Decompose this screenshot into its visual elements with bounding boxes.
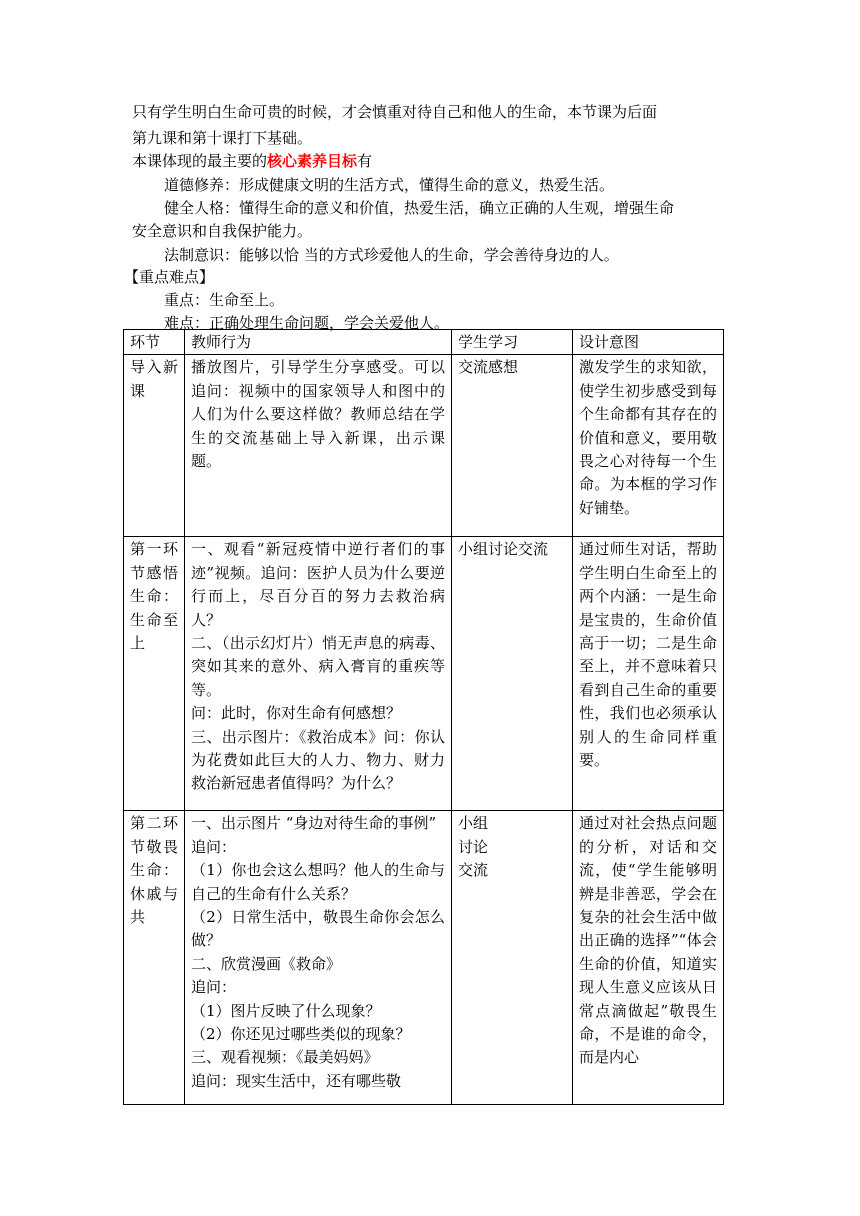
stage-cell: 导入新课 (124, 355, 185, 537)
core-goal-line (132, 150, 732, 172)
intent-cell: 通过师生对话，帮助学生明白生命至上的两个内涵：一是生命是宝贵的，生命价值高于一切；二是生命至上，并不意味着只看到自己生命的重要性，我们也必须承认别人的生命同样重要。 (573, 537, 724, 811)
intent-cell: 激发学生的求知欲，使学生初步感受到每个生命都有其存在的价值和意义，要用敬畏之心对待每一个生命。为本框的学习作好铺垫。 (573, 355, 724, 537)
core-goal-suffix: 有 (357, 152, 373, 170)
core-goal-prefix: 本课体现的最主要的 (132, 152, 268, 170)
lesson-plan-table (123, 329, 724, 1105)
table-row (124, 537, 724, 811)
law-goal: 法制意识：能够以恰 当的方式珍爱他人的生命，学会善待身边的人。 (164, 246, 619, 264)
header-intent: 设计意图 (573, 330, 724, 355)
student-cell: 交流感想 (452, 355, 573, 537)
student-cell: 小组 讨论 交流 (452, 811, 573, 1105)
intent-cell: 通过对社会热点问题的分析，对话和交流，使“学生能够明辨是非善恶，学会在复杂的社会生活中做出正确的选择”“体会生命的价值，知道实现人生意义应该从日常点滴做起”敬畏生命，不是谁的命令，而是内心 (573, 811, 724, 1105)
teacher-cell: 播放图片，引导学生分享感受。可以追问：视频中的国家领导人和图中的人们为什么要这样做？教师总结在学生的交流基础上导入新课，出示课题。 (185, 355, 452, 537)
student-cell: 小组讨论交流 (452, 537, 573, 811)
stage-cell: 第二环节敬畏生命：休戚与共 (124, 811, 185, 1105)
stage-cell: 第一环节感悟生命：生命至上 (124, 537, 185, 811)
moral-goal: 道德修养：形成健康文明的生活方式，懂得生命的意义，热爱生活。 (164, 176, 615, 194)
key-points-heading: 【重点难点】 (124, 268, 215, 286)
teacher-cell: 一、出示图片 “身边对待生命的事例” 追问： （1）你也会这么想吗？他人的生命与自己的生命有什么关系？ （2）日常生活中，敬畏生命你会怎么做？ 二、欣赏漫画《救命》 追问： （1）图片反映了什么现象？ （2）你还见过哪些类似的现象？ 三、观看视频：《最美妈妈》 追问：现实生活中，还有哪些敬 (185, 811, 452, 1105)
table-header-row (124, 330, 724, 355)
table-row (124, 355, 724, 537)
core-goal-highlight: 核心素养目标 (267, 152, 358, 170)
table-row (124, 811, 724, 1105)
header-stage: 环节 (124, 330, 185, 355)
difficult-point: 难点：正确处理生命问题，学会关爱他人。 (164, 314, 450, 332)
intro-line-1: 只有学生明白生命可贵的时候，才会慎重对待自己和他人的生命，本节课为后面 (132, 103, 658, 121)
header-teacher: 教师行为 (185, 330, 452, 355)
key-point: 重点：生命至上。 (164, 291, 285, 309)
personality-goal-line-1: 健全人格：懂得生命的意义和价值，热爱生活，确立正确的人生观，增强生命 (164, 199, 675, 217)
header-student: 学生学习 (452, 330, 573, 355)
teacher-cell: 一、观看“新冠疫情中逆行者们的事迹”视频。追问：医护人员为什么要逆行而上，尽百分百的努力去救治病人？ 二、（出示幻灯片）悄无声息的病毒、突如其来的意外、病入膏肓的重疾等等。 问：此时，你对生命有何感想？ 三、出示图片：《救治成本》问：你认为花费如此巨大的人力、物力、财力救治新冠患者值得吗？为什么？ (185, 537, 452, 811)
personality-goal-line-2: 安全意识和自我保护能力。 (132, 222, 313, 240)
intro-line-2: 第九课和第十课打下基础。 (132, 129, 313, 147)
